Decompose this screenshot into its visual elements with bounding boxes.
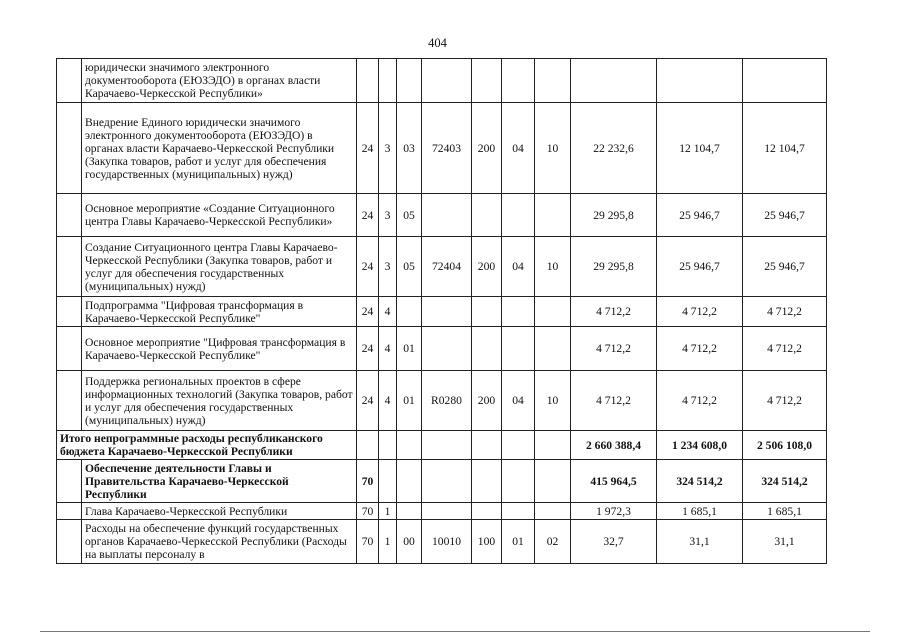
code-cell-4 xyxy=(422,503,472,520)
amount-cell-1: 32,7 xyxy=(571,520,657,564)
amount-cell-3: 324 514,2 xyxy=(743,460,827,503)
amount-cell-2: 31,1 xyxy=(657,520,743,564)
code-cell-2: 4 xyxy=(379,327,397,371)
code-cell-4: 10010 xyxy=(422,520,472,564)
amount-cell-1: 4 712,2 xyxy=(571,297,657,327)
code-cell-4 xyxy=(422,194,472,237)
indent-cell xyxy=(57,460,82,503)
code-cell-1: 70 xyxy=(357,503,379,520)
amount-cell-1: 29 295,8 xyxy=(571,194,657,237)
amount-cell-1: 2 660 388,4 xyxy=(571,431,657,460)
code-cell-2: 1 xyxy=(379,503,397,520)
code-cell-6 xyxy=(502,297,535,327)
code-cell-7 xyxy=(535,297,571,327)
code-cell-7: 10 xyxy=(535,371,571,431)
amount-cell-3: 4 712,2 xyxy=(743,327,827,371)
code-cell-7 xyxy=(535,59,571,103)
code-cell-1: 70 xyxy=(357,460,379,503)
code-cell-1 xyxy=(357,431,379,460)
table-row xyxy=(57,503,827,520)
code-cell-7 xyxy=(535,194,571,237)
code-cell-5 xyxy=(472,194,502,237)
indent-cell xyxy=(57,520,82,564)
amount-cell-2: 4 712,2 xyxy=(657,371,743,431)
amount-cell-3: 1 685,1 xyxy=(743,503,827,520)
code-cell-3: 00 xyxy=(397,520,422,564)
code-cell-6 xyxy=(502,194,535,237)
code-cell-2: 3 xyxy=(379,194,397,237)
amount-cell-2: 4 712,2 xyxy=(657,297,743,327)
row-name: юридически значимого электронного документооборота (ЕЮЗЭДО) в органах власти Карачаево-Черкесской Республики» xyxy=(82,59,357,103)
code-cell-3 xyxy=(397,431,422,460)
code-cell-2 xyxy=(379,431,397,460)
row-name: Расходы на обеспечение функций государственных органов Карачаево-Черкесской Республики (Расходы на выплаты персоналу в xyxy=(82,520,357,564)
code-cell-2: 4 xyxy=(379,371,397,431)
indent-cell xyxy=(57,194,82,237)
code-cell-3: 05 xyxy=(397,194,422,237)
row-name: Подпрограмма "Цифровая трансформация в Карачаево-Черкесской Республике" xyxy=(82,297,357,327)
indent-cell xyxy=(57,503,82,520)
code-cell-1: 24 xyxy=(357,103,379,194)
row-name: Поддержка региональных проектов в сфере информационных технологий (Закупка товаров, работ и услуг для обеспечения государственных (муниципальных) нужд) xyxy=(82,371,357,431)
code-cell-7: 10 xyxy=(535,237,571,297)
indent-cell xyxy=(57,237,82,297)
amount-cell-3: 4 712,2 xyxy=(743,297,827,327)
code-cell-4: 72404 xyxy=(422,237,472,297)
code-cell-7 xyxy=(535,503,571,520)
amount-cell-3: 4 712,2 xyxy=(743,371,827,431)
table-row xyxy=(57,59,827,103)
amount-cell-3 xyxy=(743,59,827,103)
code-cell-4 xyxy=(422,59,472,103)
table-row xyxy=(57,520,827,564)
indent-cell xyxy=(57,371,82,431)
amount-cell-3: 12 104,7 xyxy=(743,103,827,194)
code-cell-5: 100 xyxy=(472,520,502,564)
code-cell-2: 3 xyxy=(379,103,397,194)
code-cell-4 xyxy=(422,431,472,460)
code-cell-1: 70 xyxy=(357,520,379,564)
amount-cell-2: 324 514,2 xyxy=(657,460,743,503)
total-row xyxy=(57,431,827,460)
code-cell-2 xyxy=(379,460,397,503)
table-row xyxy=(57,194,827,237)
amount-cell-2: 4 712,2 xyxy=(657,327,743,371)
row-name: Глава Карачаево-Черкесской Республики xyxy=(82,503,357,520)
code-cell-5 xyxy=(472,431,502,460)
code-cell-6: 04 xyxy=(502,103,535,194)
budget-table-body xyxy=(57,59,827,564)
amount-cell-3: 25 946,7 xyxy=(743,237,827,297)
code-cell-3 xyxy=(397,59,422,103)
amount-cell-3: 31,1 xyxy=(743,520,827,564)
code-cell-5: 200 xyxy=(472,237,502,297)
code-cell-6 xyxy=(502,460,535,503)
code-cell-5: 200 xyxy=(472,371,502,431)
code-cell-7: 02 xyxy=(535,520,571,564)
page-number: 404 xyxy=(428,36,447,50)
code-cell-1: 24 xyxy=(357,297,379,327)
code-cell-4: 72403 xyxy=(422,103,472,194)
indent-cell xyxy=(57,297,82,327)
code-cell-7 xyxy=(535,460,571,503)
code-cell-2 xyxy=(379,59,397,103)
code-cell-6 xyxy=(502,503,535,520)
code-cell-4 xyxy=(422,297,472,327)
indent-cell xyxy=(57,327,82,371)
code-cell-5: 200 xyxy=(472,103,502,194)
budget-table xyxy=(56,58,827,564)
code-cell-2: 3 xyxy=(379,237,397,297)
amount-cell-2: 25 946,7 xyxy=(657,237,743,297)
row-name: Обеспечение деятельности Главы и Правительства Карачаево-Черкесской Республики xyxy=(82,460,357,503)
amount-cell-1: 4 712,2 xyxy=(571,371,657,431)
code-cell-4 xyxy=(422,460,472,503)
row-name: Внедрение Единого юридически значимого электронного документооборота (ЕЮЗЭДО) в органах власти Карачаево-Черкесской Республики (Закупка товаров, работ и услуг для обеспечения государственных (муниципальных) нужд) xyxy=(82,103,357,194)
amount-cell-3: 2 506 108,0 xyxy=(743,431,827,460)
code-cell-6 xyxy=(502,327,535,371)
code-cell-1: 24 xyxy=(357,371,379,431)
code-cell-3: 01 xyxy=(397,371,422,431)
code-cell-3 xyxy=(397,503,422,520)
code-cell-1: 24 xyxy=(357,237,379,297)
code-cell-7 xyxy=(535,327,571,371)
table-row xyxy=(57,237,827,297)
code-cell-3: 03 xyxy=(397,103,422,194)
indent-cell xyxy=(57,59,82,103)
code-cell-4 xyxy=(422,327,472,371)
table-row xyxy=(57,327,827,371)
code-cell-3: 01 xyxy=(397,327,422,371)
table-row xyxy=(57,297,827,327)
code-cell-7 xyxy=(535,431,571,460)
indent-cell xyxy=(57,103,82,194)
code-cell-6: 01 xyxy=(502,520,535,564)
code-cell-6 xyxy=(502,431,535,460)
code-cell-6: 04 xyxy=(502,237,535,297)
amount-cell-1: 29 295,8 xyxy=(571,237,657,297)
code-cell-6 xyxy=(502,59,535,103)
code-cell-3 xyxy=(397,460,422,503)
code-cell-7: 10 xyxy=(535,103,571,194)
code-cell-3 xyxy=(397,297,422,327)
code-cell-5 xyxy=(472,59,502,103)
code-cell-5 xyxy=(472,327,502,371)
code-cell-3: 05 xyxy=(397,237,422,297)
row-name: Основное мероприятие "Цифровая трансформация в Карачаево-Черкесской Республике" xyxy=(82,327,357,371)
table-row xyxy=(57,371,827,431)
code-cell-6: 04 xyxy=(502,371,535,431)
amount-cell-2: 1 685,1 xyxy=(657,503,743,520)
amount-cell-1: 22 232,6 xyxy=(571,103,657,194)
amount-cell-1: 1 972,3 xyxy=(571,503,657,520)
amount-cell-2: 1 234 608,0 xyxy=(657,431,743,460)
amount-cell-1: 4 712,2 xyxy=(571,327,657,371)
code-cell-2: 4 xyxy=(379,297,397,327)
amount-cell-1 xyxy=(571,59,657,103)
code-cell-1 xyxy=(357,59,379,103)
section-row xyxy=(57,460,827,503)
row-name: Создание Ситуационного центра Главы Карачаево-Черкесской Республики (Закупка товаров, работ и услуг для обеспечения государственных (муниципальных) нужд) xyxy=(82,237,357,297)
code-cell-1: 24 xyxy=(357,327,379,371)
code-cell-5 xyxy=(472,503,502,520)
amount-cell-2 xyxy=(657,59,743,103)
total-row-name: Итого непрограммные расходы республиканского бюджета Карачаево-Черкесской Республики xyxy=(57,431,357,460)
page-bottom-edge xyxy=(40,631,870,632)
amount-cell-3: 25 946,7 xyxy=(743,194,827,237)
amount-cell-2: 25 946,7 xyxy=(657,194,743,237)
table-row xyxy=(57,103,827,194)
code-cell-2: 1 xyxy=(379,520,397,564)
code-cell-1: 24 xyxy=(357,194,379,237)
code-cell-5 xyxy=(472,297,502,327)
row-name: Основное мероприятие «Создание Ситуационного центра Главы Карачаево-Черкесской Республики» xyxy=(82,194,357,237)
amount-cell-1: 415 964,5 xyxy=(571,460,657,503)
code-cell-5 xyxy=(472,460,502,503)
code-cell-4: R0280 xyxy=(422,371,472,431)
amount-cell-2: 12 104,7 xyxy=(657,103,743,194)
